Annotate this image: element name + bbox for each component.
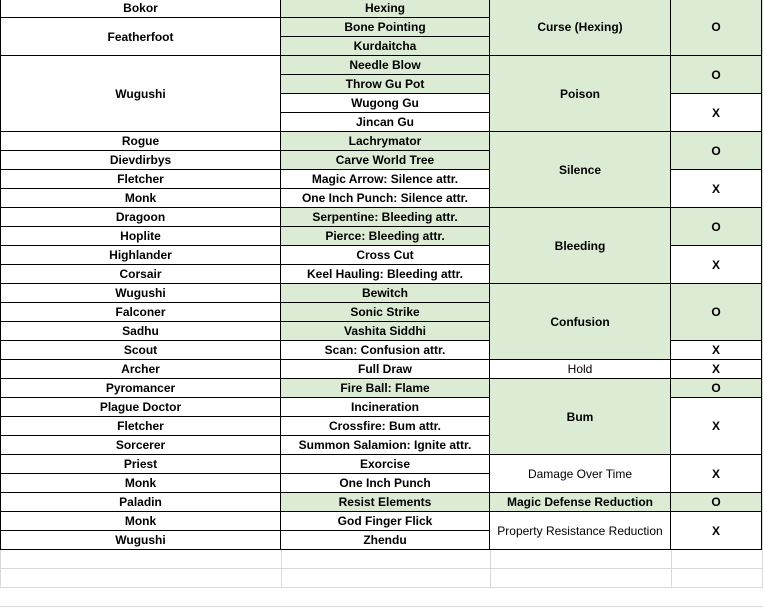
status-mark-cell[interactable]: O	[671, 208, 762, 246]
effect-type-cell[interactable]: Silence	[490, 132, 671, 208]
class-name-cell[interactable]: Wugushi	[0, 531, 281, 550]
effect-type-cell[interactable]: Damage Over Time	[490, 455, 671, 493]
class-name-cell[interactable]: Sorcerer	[0, 436, 281, 455]
class-name-cell[interactable]: Monk	[0, 512, 281, 531]
class-name-cell[interactable]: Monk	[0, 189, 281, 208]
class-name-cell[interactable]: Wugushi	[0, 56, 281, 132]
skill-name-cell[interactable]: Incineration	[281, 398, 490, 417]
skill-name-cell[interactable]: Carve World Tree	[281, 151, 490, 170]
class-name-cell[interactable]: Archer	[0, 360, 281, 379]
effect-type-cell[interactable]: Magic Defense Reduction	[490, 493, 671, 512]
effect-type-cell[interactable]: Poison	[490, 56, 671, 132]
skill-name-cell[interactable]: God Finger Flick	[281, 512, 490, 531]
skill-name-cell[interactable]: Zhendu	[281, 531, 490, 550]
class-name-cell[interactable]: Priest	[0, 455, 281, 474]
class-name-cell[interactable]: Fletcher	[0, 417, 281, 436]
skill-name-cell[interactable]: Exorcise	[281, 455, 490, 474]
skill-name-cell[interactable]: Needle Blow	[281, 56, 490, 75]
status-mark-cell[interactable]: X	[671, 512, 762, 550]
effect-type-cell[interactable]: Hold	[490, 360, 671, 379]
class-name-cell[interactable]: Highlander	[0, 246, 281, 265]
skill-name-cell[interactable]: Bewitch	[281, 284, 490, 303]
skill-name-cell[interactable]: Bone Pointing	[281, 18, 490, 37]
class-name-cell[interactable]: Paladin	[0, 493, 281, 512]
skill-name-cell[interactable]: One Inch Punch: Silence attr.	[281, 189, 490, 208]
class-name-cell[interactable]: Pyromancer	[0, 379, 281, 398]
status-mark-cell[interactable]: O	[671, 0, 762, 56]
skill-name-cell[interactable]: Wugong Gu	[281, 94, 490, 113]
status-mark-cell[interactable]: X	[671, 170, 762, 208]
skill-name-cell[interactable]: One Inch Punch	[281, 474, 490, 493]
skill-name-cell[interactable]: Scan: Confusion attr.	[281, 341, 490, 360]
skill-name-cell[interactable]: Lachrymator	[281, 132, 490, 151]
status-mark-cell[interactable]: O	[671, 379, 762, 398]
class-name-cell[interactable]: Corsair	[0, 265, 281, 284]
skill-name-cell[interactable]: Fire Ball: Flame	[281, 379, 490, 398]
class-name-cell[interactable]: Dragoon	[0, 208, 281, 227]
status-mark-cell[interactable]: X	[671, 341, 762, 360]
class-name-cell[interactable]: Wugushi	[0, 284, 281, 303]
effect-type-cell[interactable]: Bleeding	[490, 208, 671, 284]
skill-name-cell[interactable]: Crossfire: Bum attr.	[281, 417, 490, 436]
skill-name-cell[interactable]: Throw Gu Pot	[281, 75, 490, 94]
skill-name-cell[interactable]: Vashita Siddhi	[281, 322, 490, 341]
effect-type-cell[interactable]: Confusion	[490, 284, 671, 360]
skill-name-cell[interactable]: Jincan Gu	[281, 113, 490, 132]
skill-name-cell[interactable]: Magic Arrow: Silence attr.	[281, 170, 490, 189]
status-mark-cell[interactable]: X	[671, 94, 762, 132]
status-mark-cell[interactable]: X	[671, 455, 762, 493]
class-name-cell[interactable]: Bokor	[0, 0, 281, 18]
status-mark-cell[interactable]: O	[671, 493, 762, 512]
gridline-horizontal	[0, 568, 763, 569]
effect-type-cell[interactable]: Property Resistance Reduction	[490, 512, 671, 550]
effect-type-cell[interactable]: Curse (Hexing)	[490, 0, 671, 56]
class-name-cell[interactable]: Fletcher	[0, 170, 281, 189]
skill-name-cell[interactable]: Keel Hauling: Bleeding attr.	[281, 265, 490, 284]
skill-name-cell[interactable]: Hexing	[281, 0, 490, 18]
skill-name-cell[interactable]: Full Draw	[281, 360, 490, 379]
skill-name-cell[interactable]: Summon Salamion: Ignite attr.	[281, 436, 490, 455]
class-name-cell[interactable]: Rogue	[0, 132, 281, 151]
skill-name-cell[interactable]: Cross Cut	[281, 246, 490, 265]
skill-name-cell[interactable]: Resist Elements	[281, 493, 490, 512]
status-mark-cell[interactable]: X	[671, 360, 762, 379]
class-name-cell[interactable]: Dievdirbys	[0, 151, 281, 170]
class-name-cell[interactable]: Monk	[0, 474, 281, 493]
status-mark-cell[interactable]: O	[671, 284, 762, 341]
class-name-cell[interactable]: Scout	[0, 341, 281, 360]
status-mark-cell[interactable]: O	[671, 132, 762, 170]
status-mark-cell[interactable]: X	[671, 398, 762, 455]
class-name-cell[interactable]: Hoplite	[0, 227, 281, 246]
skill-name-cell[interactable]: Serpentine: Bleeding attr.	[281, 208, 490, 227]
skill-name-cell[interactable]: Pierce: Bleeding attr.	[281, 227, 490, 246]
class-name-cell[interactable]: Featherfoot	[0, 18, 281, 56]
status-mark-cell[interactable]: X	[671, 246, 762, 284]
status-mark-cell[interactable]: O	[671, 56, 762, 94]
effect-type-cell[interactable]: Bum	[490, 379, 671, 455]
class-name-cell[interactable]: Plague Doctor	[0, 398, 281, 417]
class-name-cell[interactable]: Falconer	[0, 303, 281, 322]
skill-name-cell[interactable]: Sonic Strike	[281, 303, 490, 322]
class-name-cell[interactable]: Sadhu	[0, 322, 281, 341]
skill-name-cell[interactable]: Kurdaitcha	[281, 37, 490, 56]
